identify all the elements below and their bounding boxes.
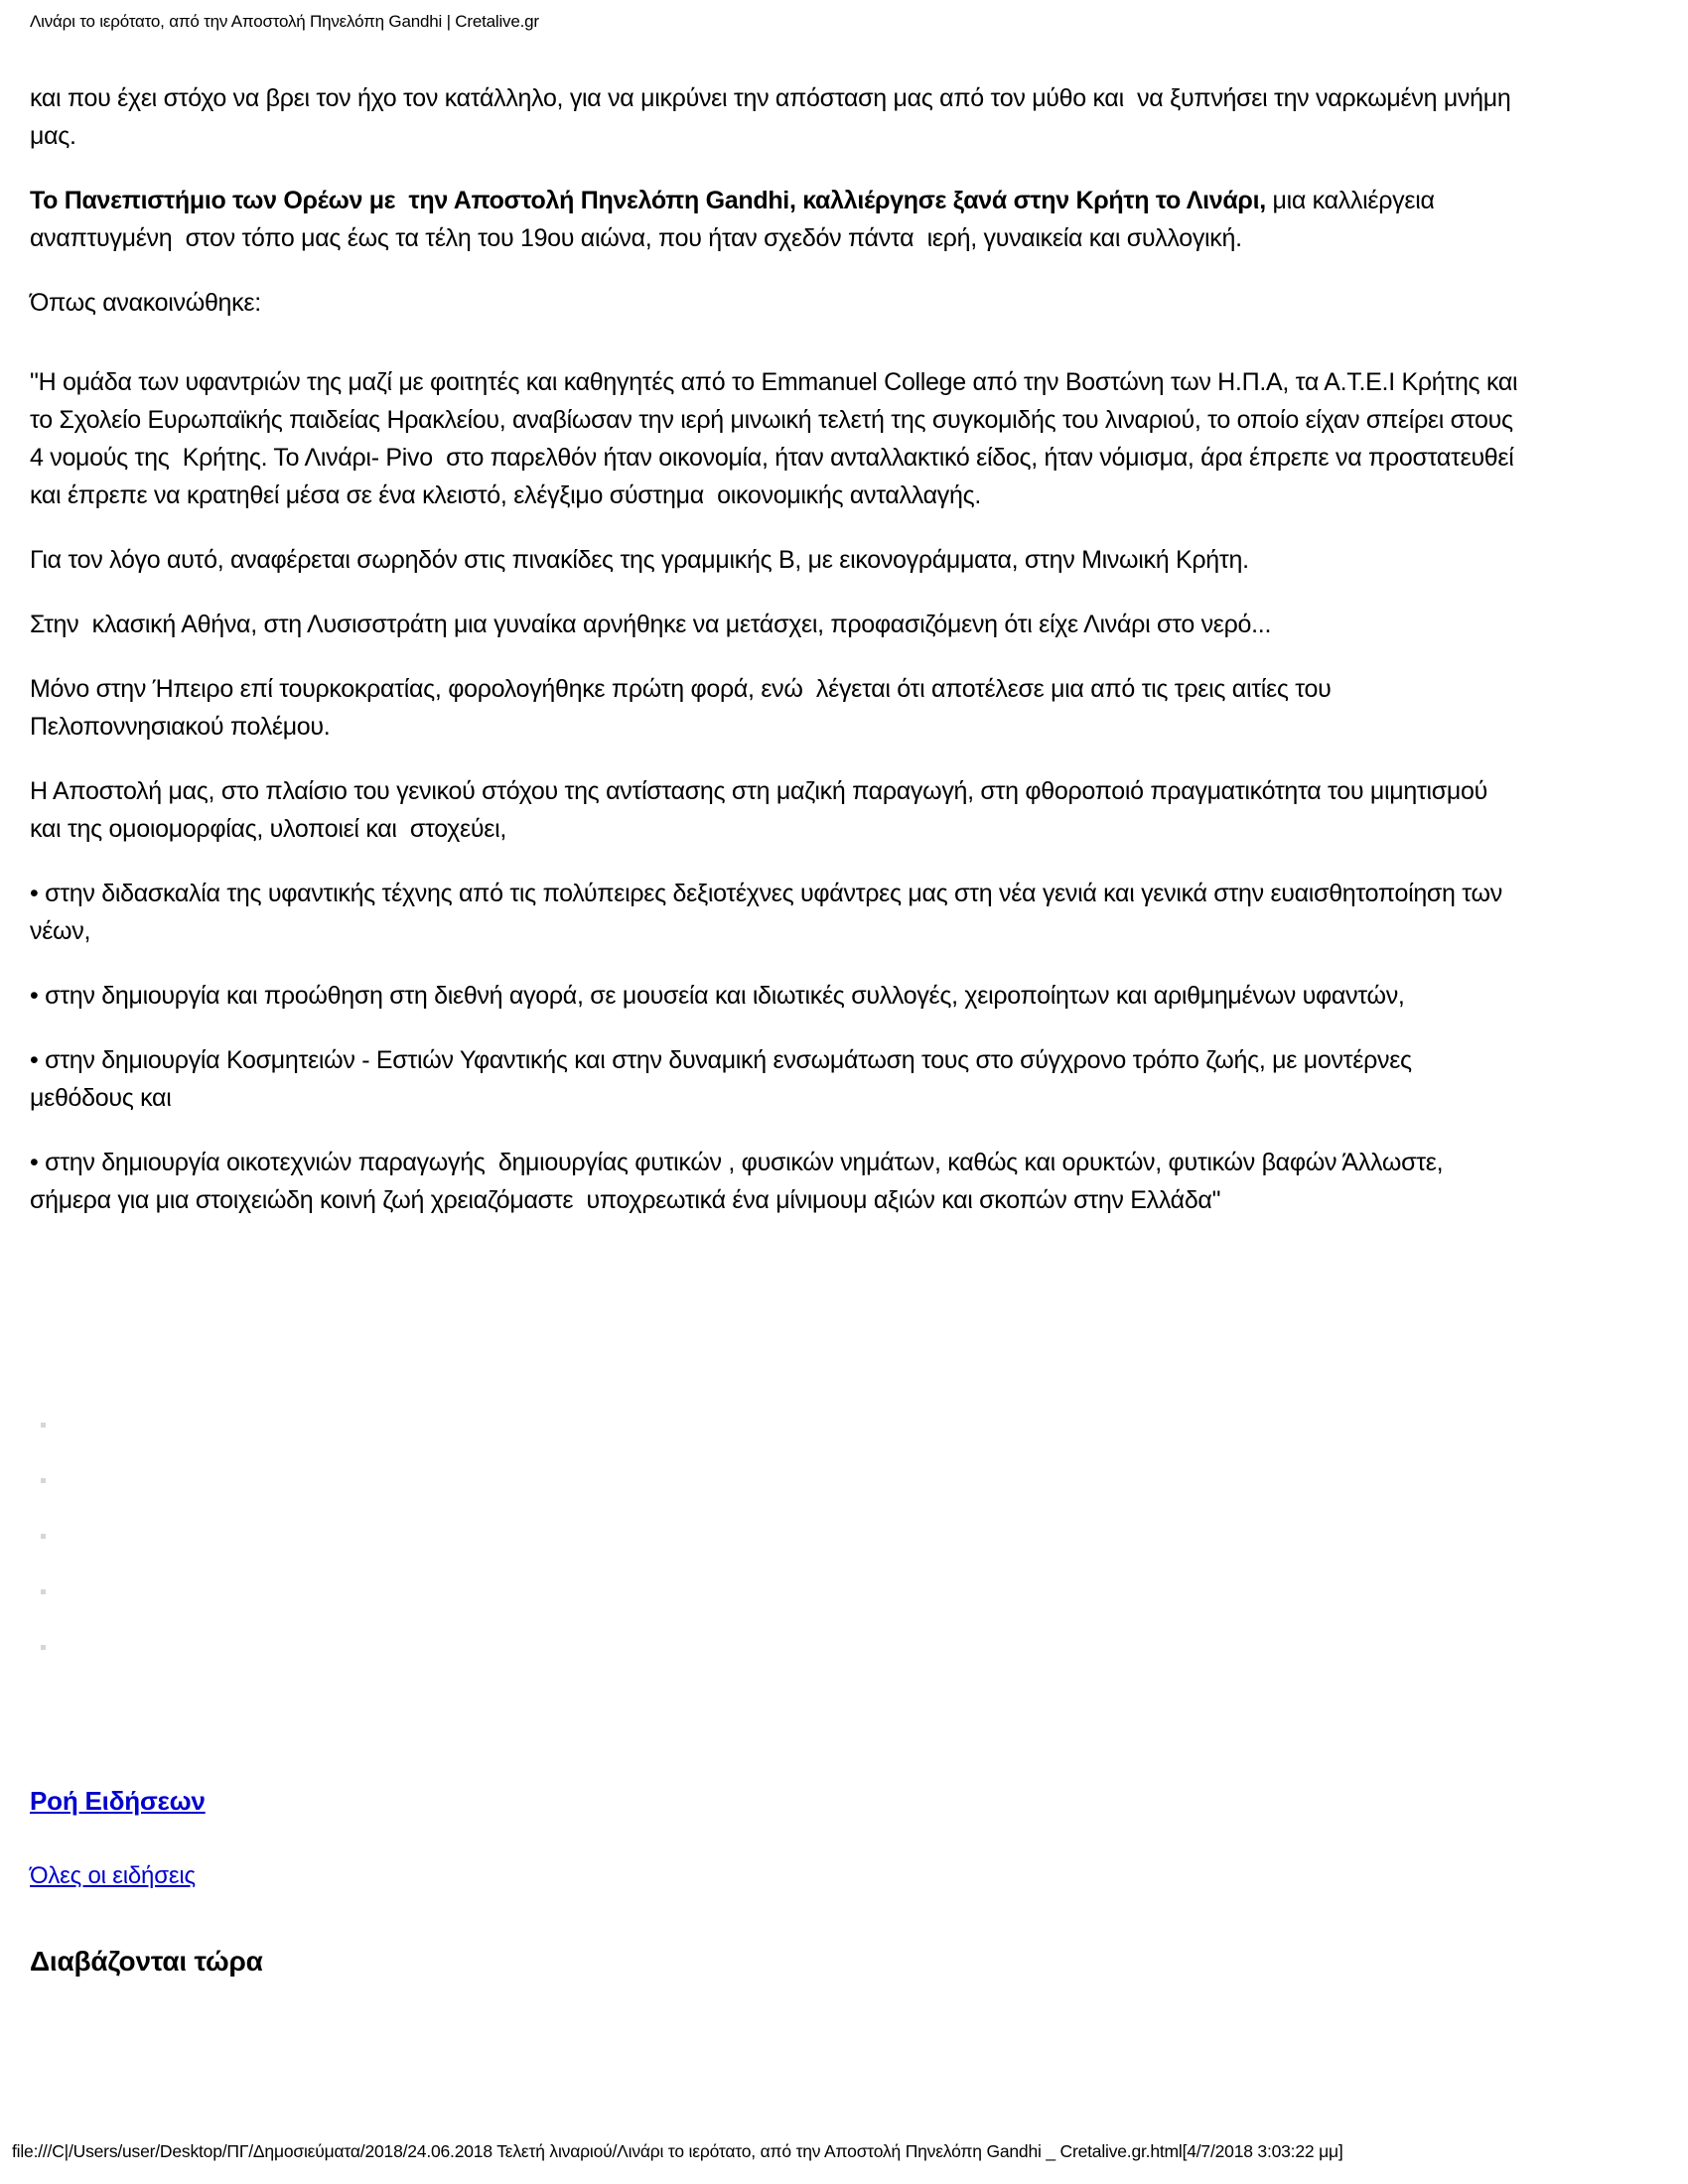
all-news-link-row <box>30 1862 196 1890</box>
paragraph-lead <box>30 182 1519 257</box>
image-placeholder-dot <box>41 1423 46 1428</box>
paragraph: Για τον λόγο αυτό, αναφέρεται σωρηδόν στις πινακίδες της γραμμικής Β, με εικονογράμματα, στην Μινωική Κρήτη. <box>30 546 1249 574</box>
article-body <box>30 79 1524 1246</box>
news-feed-link-row <box>30 1786 206 1817</box>
bullet-item <box>30 875 1519 950</box>
reading-now-heading: Διαβάζονται τώρα <box>30 1946 263 1977</box>
paragraph-goals-intro: Η Αποστολή μας, στο πλαίσιο του γενικού στόχου της αντίστασης στη μαζική παραγωγή, στη φθοροποιό πραγματικότητα του μιμητισμού και της ομοιομορφίας, υλοποιεί και στοχεύει, <box>30 777 1494 843</box>
bullet-item <box>30 1144 1519 1219</box>
bullet-text: στην διδασκαλία της υφαντικής τέχνης από τις πολύπειρες δεξιοτέχνες υφάντρες μας στη νέα γενιά και γενικά στην ευαισθητοποίηση των νέων, <box>30 880 1509 945</box>
bullet-text: στην δημιουργία Κοσμητειών - Εστιών Υφαντικής και στην δυναμική ενσωμάτωση τους στο σύγχρονο τρόπο ζωής, με μοντέρνες μεθόδους και <box>30 1046 1419 1112</box>
image-placeholder-dot <box>41 1645 46 1650</box>
image-placeholder-dot <box>41 1589 46 1594</box>
bullet-item <box>30 1041 1519 1117</box>
paragraph: Στην κλασική Αθήνα, στη Λυσισστράτη μια γυναίκα αρνήθηκε να μετάσχει, προφασιζόμενη ότι είχε Λινάρι στο νερό... <box>30 611 1272 638</box>
bullet-text: στην δημιουργία οικοτεχνιών παραγωγής δημιουργίας φυτικών , φυσικών νημάτων, καθώς και ορυκτών, φυτικών βαφών Άλλωστε, σήμερα για μια στοιχειώδη κοινή ζωή χρειαζόμαστε υποχρεωτικά ένα μίνιμουμ αξιών και σκοπών στην Ελλάδα" <box>30 1149 1450 1214</box>
bullet-icon: • <box>30 1149 39 1176</box>
paragraph: και που έχει στόχο να βρει τον ήχο τον κατάλληλο, για να μικρύνει την απόσταση μας από τον μύθο και να ξυπνήσει την ναρκωμένη μνήμη μας. <box>30 84 1518 150</box>
page-header-title: Λινάρι το ιερότατο, από την Αποστολή Πηνελόπη Gandhi | Cretalive.gr <box>30 12 539 31</box>
paragraph: Μόνο στην Ήπειρο επί τουρκοκρατίας, φορολογήθηκε πρώτη φορά, ενώ λέγεται ότι αποτέλεσε μια από τις τρεις αιτίες του Πελοποννησιακού πολέμου. <box>30 675 1338 741</box>
image-placeholder-dot <box>41 1478 46 1483</box>
bullet-item <box>30 977 1519 1015</box>
bullet-icon: • <box>30 982 39 1010</box>
paragraph-announcement-intro: Όπως ανακοινώθηκε: <box>30 289 261 317</box>
lead-sentence-bold: Το Πανεπιστήμιο των Ορέων με την Αποστολή Πηνελόπη Gandhi, καλλιέργησε ξανά στην Κρήτη το Λινάρι, <box>30 187 1266 214</box>
news-feed-link[interactable]: Ροή Ειδήσεων <box>30 1786 206 1816</box>
bullet-icon: • <box>30 1046 39 1074</box>
paragraph-quote: "Η ομάδα των υφαντριών της μαζί με φοιτητές και καθηγητές από το Emmanuel College από την Βοστώνη των Η.Π.Α, τα Α.Τ.Ε.Ι Κρήτης και το Σχολείο Ευρωπαϊκής παιδείας Ηρακλείου, αναβίωσαν την ιερή μινωική τελετή της συγκομιδής του λιναριού, το οποίο είχαν σπείρει στους 4 νομούς της Κρήτης. Το Λινάρι- Pivo στο παρελθόν ήταν οικονομία, ήταν ανταλλακτικό είδος, ήταν νόμισμα, άρα έπρεπε να προστατευθεί και έπρεπε να κρατηθεί μέσα σε ένα κλειστό, ελέγξιμο σύστημα οικονομικής ανταλλαγής. <box>30 368 1524 509</box>
bullet-text: στην δημιουργία και προώθηση στη διεθνή αγορά, σε μουσεία και ιδιωτικές συλλογές, χειροποίητων και αριθμημένων υφαντών, <box>38 982 1405 1010</box>
bullet-icon: • <box>30 880 39 907</box>
all-news-link[interactable]: Όλες οι ειδήσεις <box>30 1862 196 1889</box>
file-path-footer: file:///C|/Users/user/Desktop/ΠΓ/Δημοσιεύματα/2018/24.06.2018 Τελετή λιναριού/Λινάρι το ιερότατο, από την Αποστολή Πηνελόπη Gandhi _ Cretalive.gr.html[4/7/2018 3:03:22 μμ] <box>12 2141 1343 2161</box>
lead-sentence-rest: μια καλλιέργεια αναπτυγμένη στον τόπο μας έως τα τέλη του 19ου αιώνα, που ήταν σχεδόν πάντα ιερή, γυναικεία και συλλογική. <box>30 187 1442 252</box>
image-placeholder-dot <box>41 1534 46 1539</box>
